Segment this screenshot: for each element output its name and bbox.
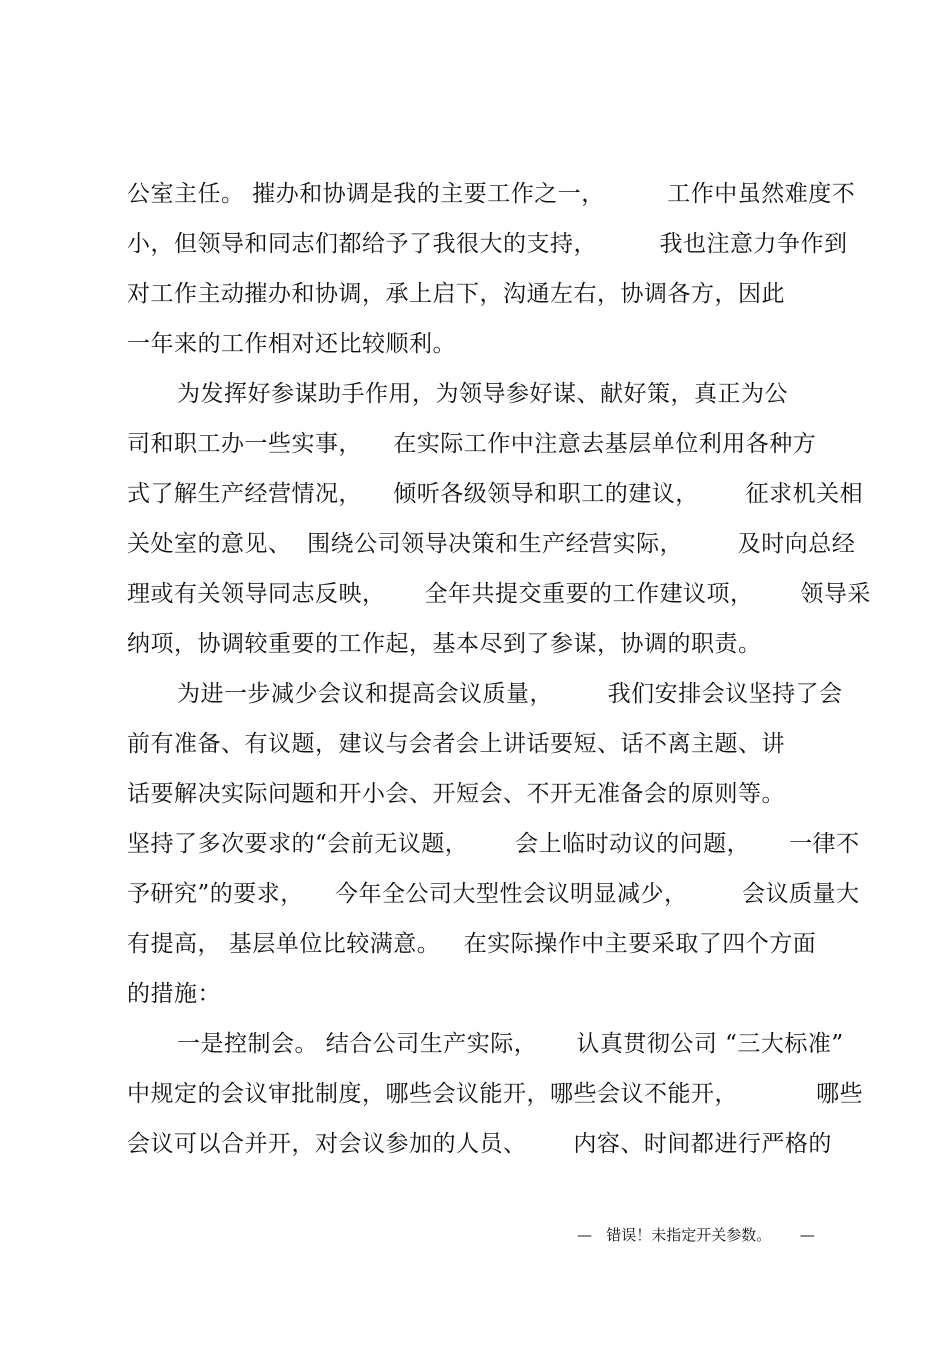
text-line: 纳项，协调较重要的工作起，基本尽到了参谋，协调的职责。 (127, 631, 762, 657)
text-line: 理或有关领导同志反映， 全年共提交重要的工作建议项， 领导采 (127, 581, 871, 607)
text-line: 关处室的意见、 围绕公司领导决策和生产经营实际， 及时向总经 (127, 531, 856, 557)
text-line: 前有准备、有议题，建议与会者会上讲话要短、话不离主题、讲 (127, 731, 785, 757)
text-line: 司和职工办一些实事， 在实际工作中注意去基层单位利用各种方 (127, 431, 817, 457)
paragraph-first-line: 为进一步减少会议和提高会议质量， 我们安排会议坚持了会 (177, 681, 843, 707)
page-footer: — 错误！未指定开关参数。 — (577, 1226, 815, 1244)
text-line: 会议可以合并开，对会议参加的人员、 内容、时间都进行严格的 (127, 1131, 832, 1157)
paragraph-first-line: 为发挥好参谋助手作用，为领导参好谋、献好策，真正为公 (177, 381, 788, 407)
paragraph-first-line: 一是控制会。 结合公司生产实际， 认真贯彻公司 “三大标准” (177, 1031, 844, 1057)
text-line: 对工作主动摧办和协调，承上启下，沟通左右，协调各方，因此 (127, 281, 785, 307)
text-line: 一年来的工作相对还比较顺利。 (127, 331, 456, 357)
text-line: 予研究”的要求， 今年全公司大型性会议明显减少， 会议质量大 (127, 881, 860, 907)
text-line: 话要解决实际问题和开小会、开短会、不开无准备会的原则等。 (127, 781, 785, 807)
text-line: 的措施： (127, 981, 221, 1007)
text-line: 公室主任。 摧办和协调是我的主要工作之一， 工作中虽然难度不 (127, 181, 856, 207)
text-line: 坚持了多次要求的“会前无议题， 会上临时动议的问题， 一律不 (127, 831, 860, 857)
text-line: 式了解生产经营情况， 倾听各级领导和职工的建议， 征求机关相 (127, 481, 864, 507)
text-line: 有提高， 基层单位比较满意。 在实际操作中主要采取了四个方面 (127, 931, 817, 957)
text-line: 中规定的会议审批制度，哪些会议能开，哪些会议不能开， 哪些 (127, 1081, 864, 1107)
text-line: 小，但领导和同志们都给予了我很大的支持， 我也注意力争作到 (127, 231, 848, 257)
